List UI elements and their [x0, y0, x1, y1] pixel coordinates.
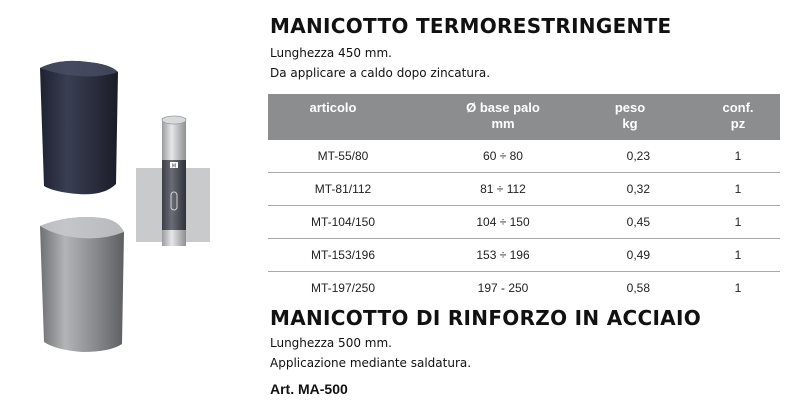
cell-articolo: MT-104/150	[310, 215, 376, 229]
cell-peso: 0,58	[626, 281, 650, 295]
pole-installation-diagram	[136, 116, 210, 246]
cell-base-palo: 197 - 250	[477, 281, 529, 295]
header-base-palo: Ø base palo mm	[466, 100, 540, 131]
cell-conf: 1	[734, 281, 742, 295]
cell-peso: 0,32	[626, 182, 650, 196]
cell-base-palo: 104 ÷ 150	[476, 215, 530, 229]
cell-conf: 1	[734, 149, 742, 163]
table-row	[268, 272, 780, 304]
header-articolo: articolo	[309, 100, 357, 115]
application-note: Da applicare a caldo dopo zincatura.	[270, 66, 491, 80]
cell-conf: 1	[734, 248, 742, 262]
table-row	[268, 173, 780, 206]
cell-articolo: MT-197/250	[310, 281, 376, 295]
header-conf: conf. pz	[722, 100, 754, 131]
article-code: Art. MA-500	[270, 381, 348, 397]
header-peso: peso kg	[614, 100, 646, 131]
cell-peso: 0,23	[626, 149, 650, 163]
cell-articolo: MT-81/112	[314, 182, 372, 196]
cell-peso: 0,49	[626, 248, 650, 262]
cell-peso: 0,45	[626, 215, 650, 229]
section-title: MANICOTTO TERMORESTRINGENTE	[270, 14, 672, 38]
steel-sleeve-image	[40, 217, 124, 352]
heat-shrink-sleeve-image	[40, 61, 118, 194]
product-illustrations	[0, 0, 260, 414]
cell-conf: 1	[734, 215, 742, 229]
svg-text:M: M	[171, 163, 177, 170]
table-row	[268, 239, 780, 272]
cell-articolo: MT-55/80	[317, 149, 369, 163]
cell-base-palo: 153 ÷ 196	[476, 248, 530, 262]
length-text-2: Lunghezza 500 mm.	[270, 336, 392, 350]
application-note-2: Applicazione mediante saldatura.	[270, 356, 472, 370]
table-row	[268, 140, 780, 173]
cell-articolo: MT-153/196	[310, 248, 376, 262]
product-table	[268, 94, 780, 304]
cell-base-palo: 81 ÷ 112	[480, 182, 526, 196]
cell-conf: 1	[734, 182, 742, 196]
cell-base-palo: 60 ÷ 80	[483, 149, 523, 163]
length-text: Lunghezza 450 mm.	[270, 46, 392, 60]
table-header	[268, 94, 780, 140]
section-title-2: MANICOTTO DI RINFORZO IN ACCIAIO	[270, 306, 702, 330]
table-row	[268, 206, 780, 239]
